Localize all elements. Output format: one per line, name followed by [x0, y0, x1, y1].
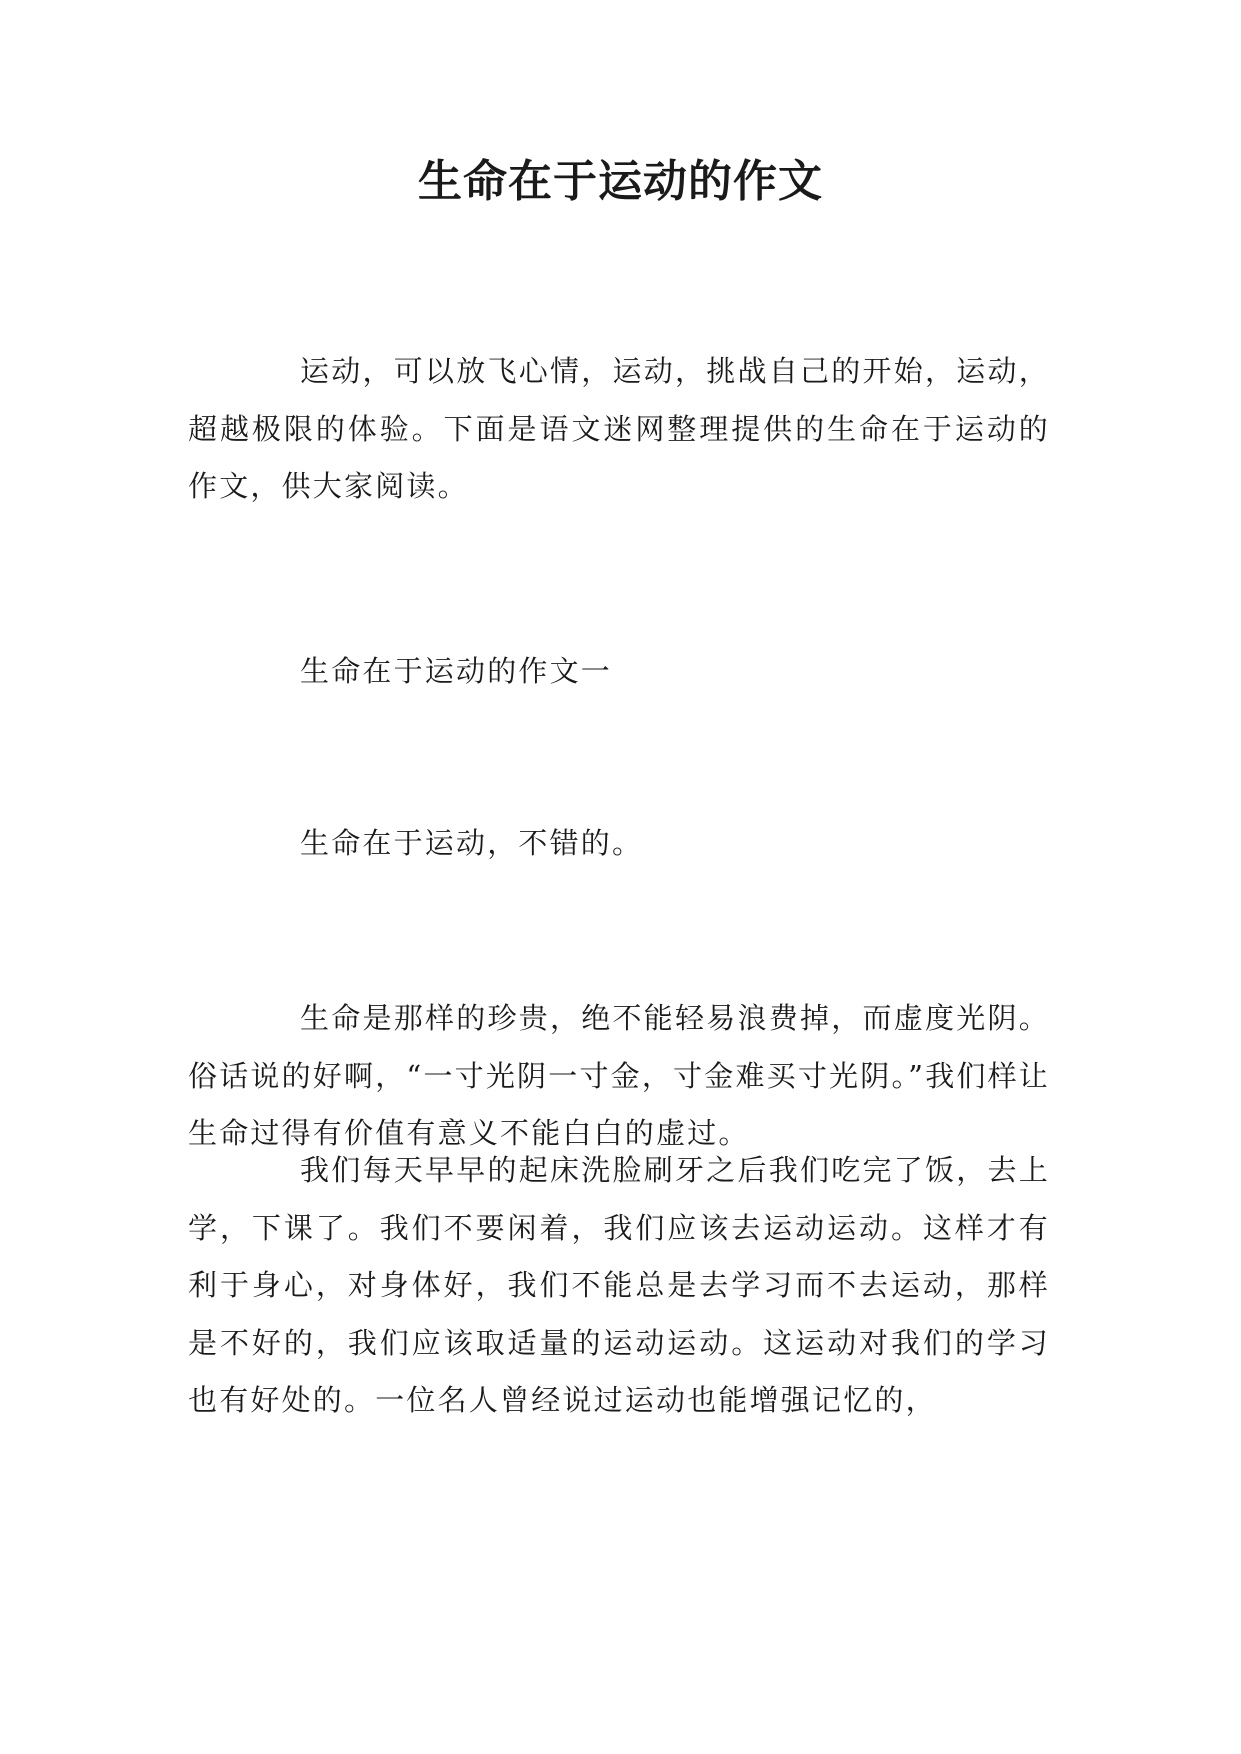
document-title: 生命在于运动的作文	[418, 156, 823, 207]
paragraph-intro: 运动，可以放飞心情，运动，挑战自己的开始，运动，超越极限的体验。下面是语文迷网整理提供的生命在于运动的作文，供大家阅读。	[188, 354, 1050, 503]
paragraph-statement: 生命在于运动，不错的。	[300, 826, 644, 860]
section-heading: 生命在于运动的作文一	[300, 654, 613, 688]
paragraph-precious-life: 生命是那样的珍贵，绝不能轻易浪费掉，而虚度光阴。俗话说的好啊，“一寸光阴一寸金，寸金难买寸光阴。”我们样让生命过得有价值有意义不能白白的虚过。	[188, 1001, 1050, 1150]
paragraph-daily-routine: 我们每天早早的起床洗脸刷牙之后我们吃完了饭，去上学，下课了。我们不要闲着，我们应该去运动运动。这样才有利于身心，对身体好，我们不能总是去学习而不去运动，那样是不好的，我们应该取适量的运动运动。这运动对我们的学习也有好处的。一位名人曾经说过运动也能增强记忆的，	[188, 1153, 1050, 1417]
